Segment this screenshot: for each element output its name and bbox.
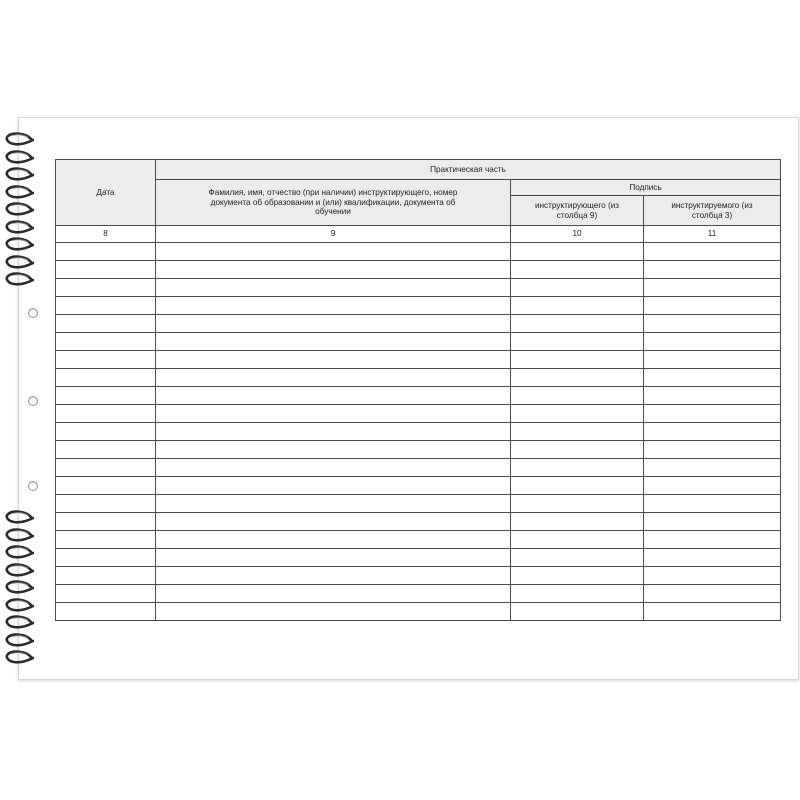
table-cell[interactable]: [156, 351, 511, 369]
table-cell[interactable]: [56, 315, 156, 333]
table-cell[interactable]: [511, 513, 644, 531]
table-cell[interactable]: [511, 603, 644, 621]
table-cell[interactable]: [644, 513, 781, 531]
table-cell[interactable]: [156, 459, 511, 477]
table-cell[interactable]: [511, 333, 644, 351]
table-row: [56, 387, 781, 405]
table-cell[interactable]: [644, 369, 781, 387]
table-cell[interactable]: [156, 549, 511, 567]
binding-hole-top: [28, 308, 38, 318]
table-cell[interactable]: [56, 405, 156, 423]
table-cell[interactable]: [644, 351, 781, 369]
spiral-coil-icon: [4, 598, 34, 612]
table-cell[interactable]: [156, 495, 511, 513]
spiral-coil-icon: [4, 580, 34, 594]
table-cell[interactable]: [644, 441, 781, 459]
table-cell[interactable]: [511, 459, 644, 477]
table-cell[interactable]: [644, 315, 781, 333]
table-cell[interactable]: [644, 477, 781, 495]
table-cell[interactable]: [644, 459, 781, 477]
table-cell[interactable]: [156, 567, 511, 585]
table-row: [56, 243, 781, 261]
table-cell[interactable]: [56, 297, 156, 315]
table-cell[interactable]: [156, 315, 511, 333]
table-cell[interactable]: [56, 333, 156, 351]
table-cell[interactable]: [511, 387, 644, 405]
table-cell[interactable]: [511, 477, 644, 495]
table-cell[interactable]: [56, 279, 156, 297]
table-row: [56, 441, 781, 459]
table-cell[interactable]: [56, 513, 156, 531]
table-cell[interactable]: [56, 585, 156, 603]
table-cell[interactable]: [56, 387, 156, 405]
table-cell[interactable]: [511, 315, 644, 333]
table-cell[interactable]: [644, 423, 781, 441]
table-cell[interactable]: [511, 279, 644, 297]
table-cell[interactable]: [644, 585, 781, 603]
table-cell[interactable]: [644, 297, 781, 315]
header-signature-instructed: инструктируемого (из столбца 3): [644, 196, 781, 226]
spiral-coil-icon: [4, 650, 34, 664]
header-date: Дата: [56, 160, 156, 226]
spiral-coil-icon: [4, 633, 34, 647]
table-cell[interactable]: [156, 297, 511, 315]
spiral-coil-icon: [4, 615, 34, 629]
table-cell[interactable]: [56, 531, 156, 549]
table-cell[interactable]: [56, 261, 156, 279]
spiral-coil-icon: [4, 510, 34, 524]
table-cell[interactable]: [56, 567, 156, 585]
table-cell[interactable]: [156, 513, 511, 531]
table-cell[interactable]: [156, 333, 511, 351]
table-cell[interactable]: [644, 243, 781, 261]
table-cell[interactable]: [156, 477, 511, 495]
table-cell[interactable]: [156, 531, 511, 549]
header-signature-instructor: инструктирующего (из столбца 9): [511, 196, 644, 226]
table-cell[interactable]: [56, 243, 156, 261]
column-number-11: 11: [644, 226, 781, 243]
table-cell[interactable]: [156, 603, 511, 621]
spiral-coil-icon: [4, 185, 34, 199]
table-cell[interactable]: [56, 549, 156, 567]
table-cell[interactable]: [56, 477, 156, 495]
table-row: [56, 423, 781, 441]
entry-rows: [56, 243, 781, 621]
spiral-coil-icon: [4, 563, 34, 577]
table-row: [56, 531, 781, 549]
table-cell[interactable]: [511, 243, 644, 261]
table-cell[interactable]: [644, 261, 781, 279]
table-row: [56, 351, 781, 369]
column-number-8: 8: [56, 226, 156, 243]
table-cell[interactable]: [644, 567, 781, 585]
table-row: [56, 549, 781, 567]
table-cell[interactable]: [511, 351, 644, 369]
table-cell[interactable]: [644, 549, 781, 567]
table-cell[interactable]: [56, 441, 156, 459]
table-cell[interactable]: [511, 585, 644, 603]
table-row: [56, 261, 781, 279]
table-cell[interactable]: [511, 531, 644, 549]
table-cell[interactable]: [156, 369, 511, 387]
table-cell[interactable]: [644, 387, 781, 405]
table-cell[interactable]: [511, 423, 644, 441]
table-cell[interactable]: [156, 441, 511, 459]
table-cell[interactable]: [644, 603, 781, 621]
table-cell[interactable]: [644, 531, 781, 549]
spiral-coil-icon: [4, 237, 34, 251]
table-row: [56, 513, 781, 531]
spiral-coil-icon: [4, 545, 34, 559]
table-cell[interactable]: [511, 297, 644, 315]
table-cell[interactable]: [511, 405, 644, 423]
table-row: [56, 585, 781, 603]
column-number-10: 10: [511, 226, 644, 243]
spiral-coil-icon: [4, 528, 34, 542]
table-cell[interactable]: [511, 441, 644, 459]
table-row: [56, 477, 781, 495]
table-cell[interactable]: [156, 585, 511, 603]
spiral-coil-icon: [4, 167, 34, 181]
table-cell[interactable]: [156, 243, 511, 261]
table-cell[interactable]: [644, 279, 781, 297]
table-cell[interactable]: [56, 459, 156, 477]
table-cell[interactable]: [156, 261, 511, 279]
table-cell[interactable]: [156, 405, 511, 423]
header-signature: Подпись: [511, 180, 781, 196]
table-row: [56, 405, 781, 423]
spiral-coil-icon: [4, 255, 34, 269]
table-row: [56, 315, 781, 333]
practical-part-table: [55, 159, 781, 621]
spiral-coil-icon: [4, 220, 34, 234]
table-cell[interactable]: [644, 333, 781, 351]
binding-hole-middle: [28, 396, 38, 406]
header-instructor-info: Фамилия, имя, отчество (при наличии) инструктирующего, номер документа об образовании и (или) квалификации, документа об обучении: [156, 180, 511, 226]
header-practical-part: Практическая часть: [156, 160, 781, 180]
column-number-9: 9: [156, 226, 511, 243]
table-row: [56, 603, 781, 621]
spiral-coil-icon: [4, 272, 34, 286]
spiral-coil-icon: [4, 150, 34, 164]
table-cell[interactable]: [156, 387, 511, 405]
table-row: [56, 369, 781, 387]
table-row: [56, 297, 781, 315]
table-cell[interactable]: [511, 369, 644, 387]
table-row: [56, 333, 781, 351]
table-cell[interactable]: [56, 603, 156, 621]
table-cell[interactable]: [511, 567, 644, 585]
table-cell[interactable]: [511, 549, 644, 567]
table-cell[interactable]: [511, 495, 644, 513]
table-row: [56, 279, 781, 297]
journal-page: [18, 117, 799, 680]
table-cell[interactable]: [56, 495, 156, 513]
table-cell[interactable]: [56, 423, 156, 441]
table-cell[interactable]: [644, 405, 781, 423]
spiral-coil-icon: [4, 202, 34, 216]
table-cell[interactable]: [156, 423, 511, 441]
table-cell[interactable]: [644, 495, 781, 513]
table-cell[interactable]: [511, 261, 644, 279]
table-cell[interactable]: [156, 279, 511, 297]
binding-hole-bottom: [28, 481, 38, 491]
table-row: [56, 459, 781, 477]
table-cell[interactable]: [56, 351, 156, 369]
table-row: [56, 567, 781, 585]
spiral-coil-icon: [4, 132, 34, 146]
table-cell[interactable]: [56, 369, 156, 387]
table-row: [56, 495, 781, 513]
